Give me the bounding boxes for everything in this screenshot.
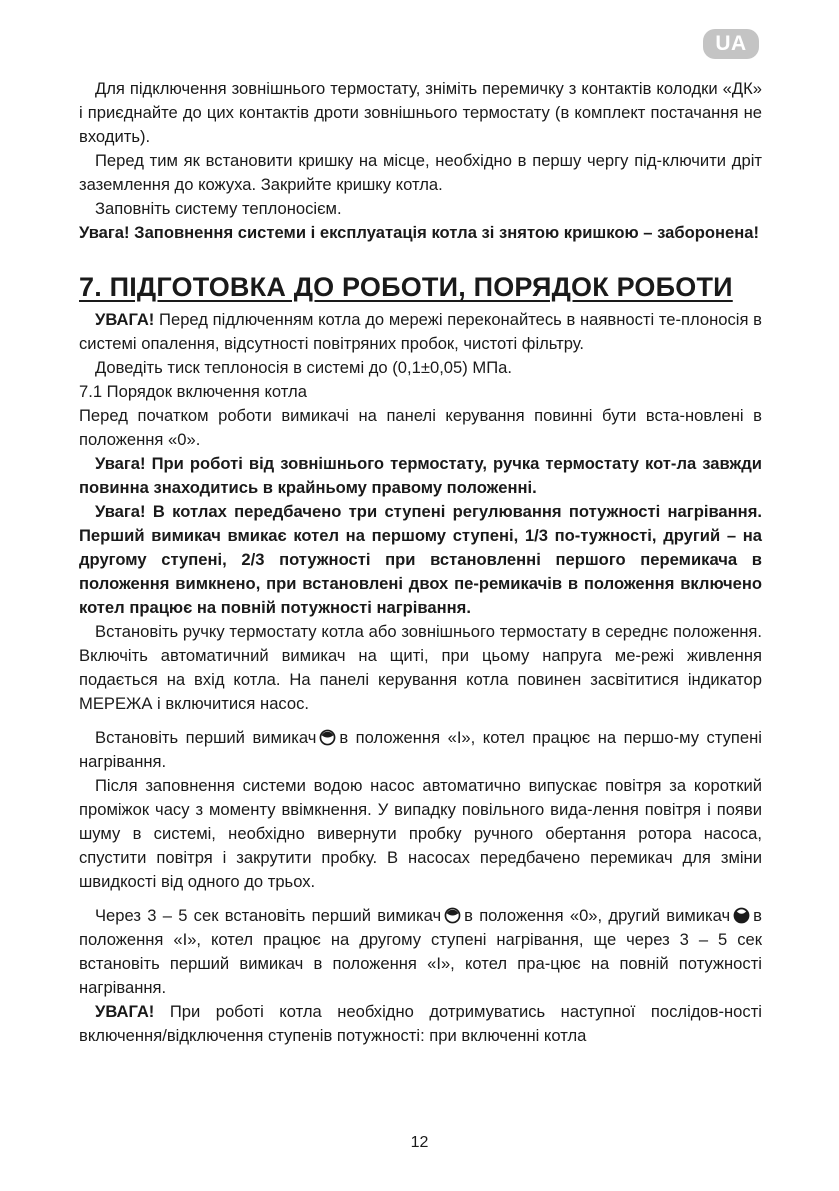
paragraph-cover-grounding: Перед тим як встановити кришку на місце, необхідно в першу чергу під-ключити дріт заземлення до кожуха. Закрийте кришку котла. <box>79 151 762 194</box>
paragraph-pressure: Доведіть тиск теплоносія в системі до (0,1±0,05) МПа. <box>95 358 512 377</box>
page-number: 12 <box>410 1134 429 1151</box>
switch-1-icon <box>444 907 461 924</box>
subsection-intro: Перед початком роботи вимикачі на панелі керування повинні бути вста-новлені в положення «0». <box>79 406 762 449</box>
subsection-title: 7.1 Порядок включення котла <box>79 382 307 401</box>
first-switch-text-after: в положення «I», котел працює на першо-му ступені нагрівання. <box>79 728 762 771</box>
warning-cover: Увага! Заповнення системи і експлуатація котла зі знятою кришкою – заборонена! <box>79 223 760 242</box>
switch-2-icon <box>733 907 750 924</box>
second-step-text-3: в положення «I», котел працює на другому ступені нагрівання, ще через 3 – 5 сек встановіть перший вимикач в положення «I», котел пра-цює на повній потужності нагрівання. <box>79 906 762 997</box>
first-switch-text-before: Встановіть перший вимикач <box>95 728 317 747</box>
second-step-text-1: Через 3 – 5 сек встановіть перший вимикач <box>95 906 442 925</box>
paragraph-final-attention <box>79 1000 762 1048</box>
second-step-text-2: в положення «0», другий вимикач <box>464 906 731 925</box>
paragraph-first-switch <box>79 726 762 774</box>
paragraph-pump-air: Після заповнення системи водою насос автоматично випускає повітря за короткий проміжок часу з моменту ввімкнення. У випадку повільного вида-лення повітря і появи шуму в системі, необхідно вивернути пробку ручного обертання ротора насоса, спустити повітря і закрутити пробку. В насосах передбачено перемикач для зміни швидкості від одного до трьох. <box>79 776 762 891</box>
paragraph-set-thermostat: Встановіть ручку термостату котла або зовнішнього термостату в середнє положення. Включіть автоматичний вимикач на щиті, при цьому напруга ме-режі живлення подається на вхід котла. На панелі керування котла повинен засвітитися індикатор МЕРЕЖА і включитися насос. <box>79 622 762 713</box>
warning-stages: Увага! В котлах передбачено три ступені регулювання потужності нагрівання. Перший вимикач вмикає котел на першому ступені, 1/3 по-тужності, другий – на другому ступені, 2/3 потужності при встановленні першого перемикача в положення вимкнено, при встановлені двох пе-ремикачів в положення включено котел працює на повній потужності нагрівання. <box>79 502 762 617</box>
section-title: 7. ПІДГОТОВКА ДО РОБОТИ, ПОРЯДОК РОБОТИ <box>79 272 733 302</box>
attention-label: УВАГА! <box>95 310 155 329</box>
switch-1-icon <box>319 729 336 746</box>
paragraph-attention <box>79 308 762 356</box>
paragraph-external-thermostat: Для підключення зовнішнього термостату, зніміть перемичку з контактів колодки «ДК» і приєднайте до цих контактів дроти зовнішнього термостату (в комплект постачання не входить). <box>79 79 762 146</box>
final-attention-label: УВАГА! <box>95 1002 155 1021</box>
page-content <box>79 77 762 1048</box>
final-attention-text: При роботі котла необхідно дотримуватись наступної послідов-ності включення/відключення ступенів потужності: при включенні котла <box>79 1002 762 1045</box>
attention-text: Перед підлюченням котла до мережі переконайтесь в наявності те-плоносія в системі опалення, відсутності повітряних пробок, чистоті фільтру. <box>79 310 762 353</box>
warning-thermostat: Увага! При роботі від зовнішнього термостату, ручка термостату кот-ла завжди повинна знаходитись в крайньому правому положенні. <box>79 454 762 497</box>
language-badge: UA <box>703 29 759 59</box>
paragraph-second-step <box>79 904 762 1000</box>
paragraph-fill-system: Заповніть систему теплоносієм. <box>95 199 342 218</box>
